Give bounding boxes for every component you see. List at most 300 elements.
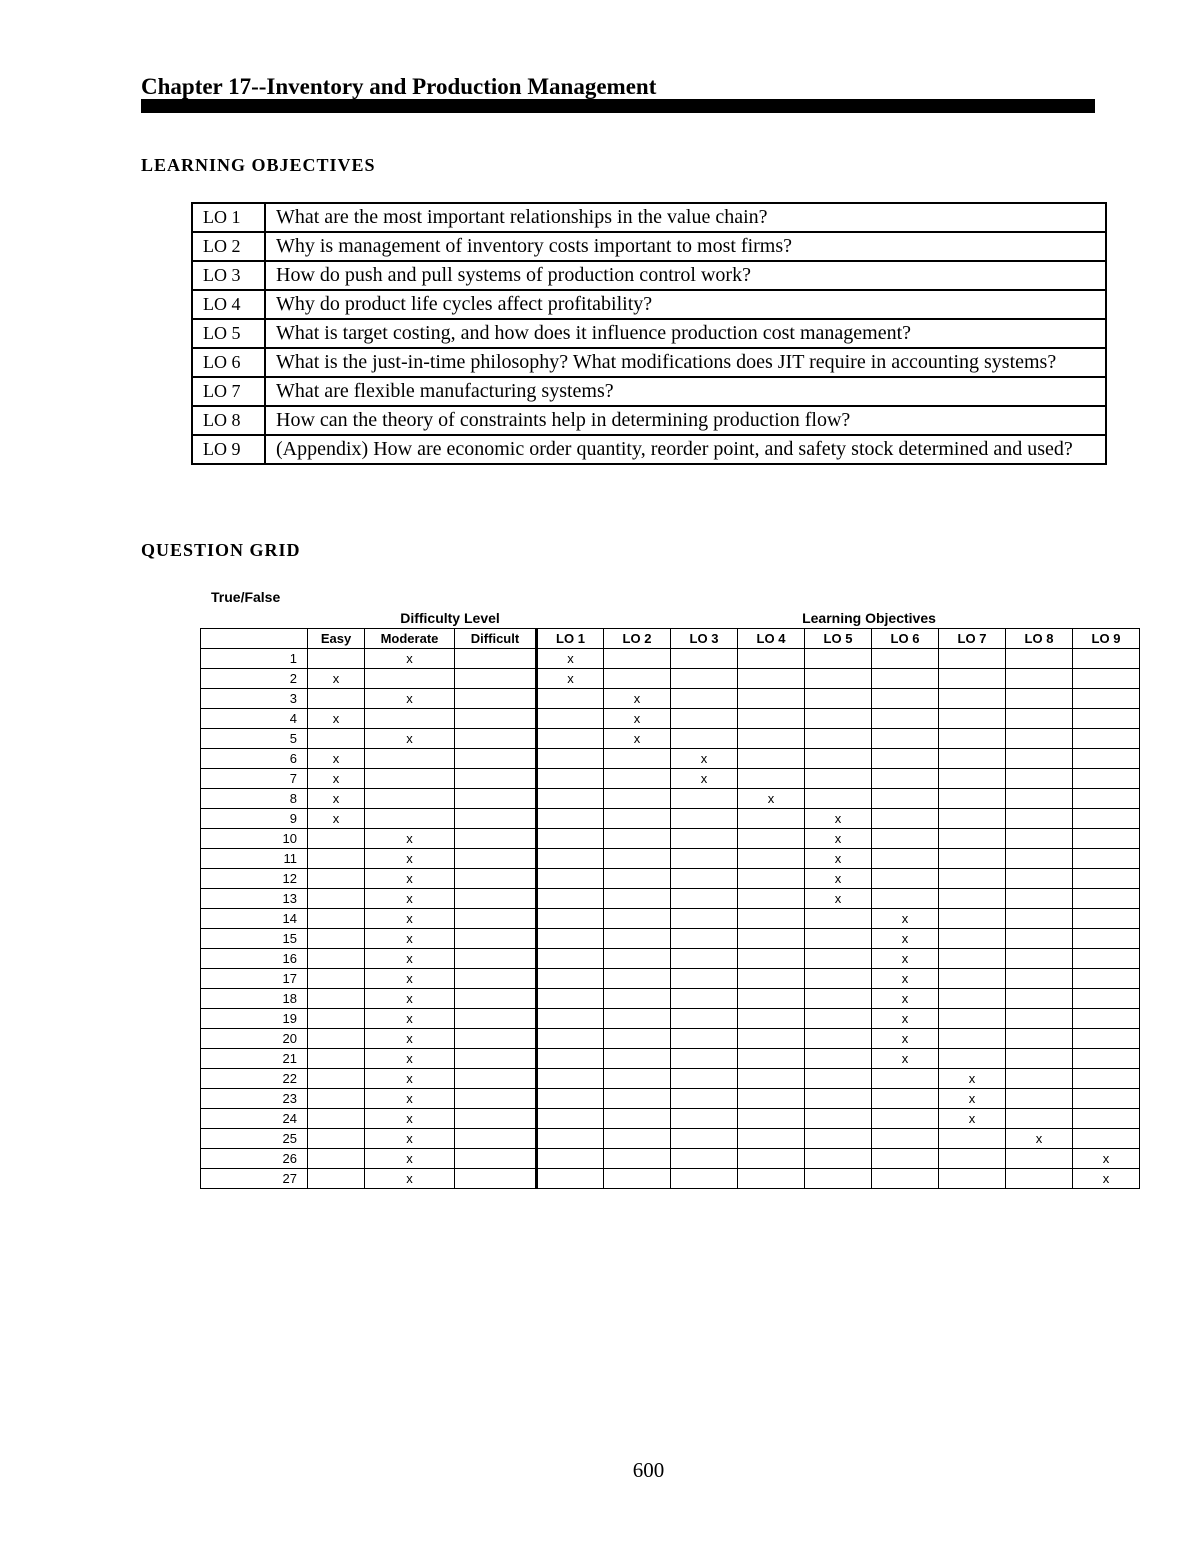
grid-cell xyxy=(604,1149,671,1169)
grid-cell xyxy=(1006,789,1073,809)
lo-description: What are flexible manufacturing systems? xyxy=(265,377,1106,406)
grid-cell xyxy=(1073,1109,1140,1129)
grid-cell xyxy=(455,649,537,669)
grid-cell xyxy=(537,689,604,709)
learning-objective-row xyxy=(192,290,1106,319)
grid-cell xyxy=(671,1169,738,1189)
grid-cell xyxy=(738,989,805,1009)
grid-column-header: LO 3 xyxy=(671,629,738,649)
grid-cell xyxy=(455,709,537,729)
difficulty-level-label: Difficulty Level xyxy=(400,610,500,626)
grid-cell xyxy=(939,709,1006,729)
question-number: 13 xyxy=(201,889,308,909)
grid-row xyxy=(201,749,1140,769)
grid-cell xyxy=(805,789,872,809)
grid-cell xyxy=(455,1129,537,1149)
grid-cell xyxy=(872,809,939,829)
grid-cell xyxy=(455,809,537,829)
grid-cell xyxy=(455,749,537,769)
grid-cell xyxy=(671,1109,738,1129)
grid-cell xyxy=(1006,969,1073,989)
question-grid-table xyxy=(200,628,1140,1189)
grid-cell xyxy=(537,969,604,989)
grid-mark: x xyxy=(537,669,604,689)
grid-cell xyxy=(537,749,604,769)
question-number: 14 xyxy=(201,909,308,929)
grid-cell xyxy=(1006,849,1073,869)
grid-mark: x xyxy=(604,709,671,729)
grid-cell xyxy=(738,1089,805,1109)
grid-cell xyxy=(1006,829,1073,849)
grid-row xyxy=(201,709,1140,729)
grid-cell xyxy=(455,769,537,789)
grid-cell xyxy=(308,929,365,949)
grid-cell xyxy=(671,1069,738,1089)
question-number: 3 xyxy=(201,689,308,709)
grid-cell xyxy=(365,769,455,789)
grid-cell xyxy=(1006,1069,1073,1089)
grid-mark: x xyxy=(872,1029,939,1049)
grid-cell xyxy=(1006,749,1073,769)
grid-cell xyxy=(738,729,805,749)
grid-cell xyxy=(308,949,365,969)
grid-row xyxy=(201,909,1140,929)
grid-cell xyxy=(805,949,872,969)
grid-cell xyxy=(537,789,604,809)
grid-cell xyxy=(1073,829,1140,849)
grid-cell xyxy=(738,1009,805,1029)
grid-cell xyxy=(738,669,805,689)
grid-mark: x xyxy=(365,869,455,889)
grid-mark: x xyxy=(604,689,671,709)
grid-cell xyxy=(1073,729,1140,749)
grid-row xyxy=(201,789,1140,809)
grid-cell xyxy=(805,769,872,789)
grid-cell xyxy=(738,929,805,949)
grid-cell xyxy=(455,1149,537,1169)
grid-cell xyxy=(939,849,1006,869)
grid-cell xyxy=(939,1049,1006,1069)
grid-row xyxy=(201,1089,1140,1109)
grid-cell xyxy=(738,969,805,989)
grid-cell xyxy=(805,669,872,689)
lo-description: (Appendix) How are economic order quantity, reorder point, and safety stock determined and used? xyxy=(265,435,1106,464)
question-number: 27 xyxy=(201,1169,308,1189)
lo-description: What are the most important relationships in the value chain? xyxy=(265,203,1106,232)
grid-cell xyxy=(1006,929,1073,949)
grid-cell xyxy=(455,1029,537,1049)
grid-row xyxy=(201,849,1140,869)
grid-cell xyxy=(455,1089,537,1109)
grid-cell xyxy=(872,709,939,729)
question-number: 11 xyxy=(201,849,308,869)
learning-objective-row xyxy=(192,261,1106,290)
grid-cell xyxy=(1073,709,1140,729)
grid-cell xyxy=(365,749,455,769)
question-number: 22 xyxy=(201,1069,308,1089)
grid-mark: x xyxy=(738,789,805,809)
grid-cell xyxy=(1073,789,1140,809)
grid-mark: x xyxy=(308,669,365,689)
grid-cell xyxy=(939,1169,1006,1189)
lo-code: LO 1 xyxy=(192,203,265,232)
grid-cell xyxy=(308,1069,365,1089)
grid-mark: x xyxy=(365,969,455,989)
grid-mark: x xyxy=(1006,1129,1073,1149)
grid-cell xyxy=(604,669,671,689)
grid-cell xyxy=(939,1009,1006,1029)
grid-cell xyxy=(939,789,1006,809)
grid-cell xyxy=(604,789,671,809)
grid-cell xyxy=(455,969,537,989)
grid-row xyxy=(201,1109,1140,1129)
grid-cell xyxy=(1073,1069,1140,1089)
grid-cell xyxy=(604,949,671,969)
grid-cell xyxy=(455,1049,537,1069)
grid-cell xyxy=(365,789,455,809)
grid-cell xyxy=(455,929,537,949)
grid-row xyxy=(201,969,1140,989)
question-number: 15 xyxy=(201,929,308,949)
grid-mark: x xyxy=(308,769,365,789)
grid-cell xyxy=(738,1069,805,1089)
grid-mark: x xyxy=(365,989,455,1009)
grid-cell xyxy=(365,809,455,829)
grid-cell xyxy=(805,709,872,729)
grid-mark: x xyxy=(872,929,939,949)
grid-mark: x xyxy=(365,949,455,969)
grid-cell xyxy=(671,709,738,729)
grid-cell xyxy=(455,729,537,749)
grid-cell xyxy=(604,769,671,789)
grid-cell xyxy=(939,929,1006,949)
grid-cell xyxy=(805,969,872,989)
grid-mark: x xyxy=(365,1069,455,1089)
grid-cell xyxy=(671,809,738,829)
grid-mark: x xyxy=(872,989,939,1009)
grid-row xyxy=(201,869,1140,889)
grid-cell xyxy=(872,889,939,909)
grid-cell xyxy=(738,1129,805,1149)
lo-code: LO 3 xyxy=(192,261,265,290)
grid-cell xyxy=(455,889,537,909)
question-number: 6 xyxy=(201,749,308,769)
grid-cell xyxy=(1006,1049,1073,1069)
grid-cell xyxy=(738,709,805,729)
grid-cell xyxy=(805,1009,872,1029)
lo-code: LO 9 xyxy=(192,435,265,464)
grid-cell xyxy=(671,669,738,689)
learning-objective-row xyxy=(192,348,1106,377)
grid-mark: x xyxy=(365,1029,455,1049)
grid-cell xyxy=(604,1169,671,1189)
grid-cell xyxy=(604,909,671,929)
grid-cell xyxy=(1006,769,1073,789)
grid-cell xyxy=(805,909,872,929)
grid-cell xyxy=(1073,1089,1140,1109)
grid-cell xyxy=(1006,669,1073,689)
grid-cell xyxy=(738,1029,805,1049)
grid-cell xyxy=(939,909,1006,929)
grid-row xyxy=(201,889,1140,909)
grid-cell xyxy=(671,1089,738,1109)
question-number: 9 xyxy=(201,809,308,829)
grid-cell xyxy=(308,909,365,929)
grid-cell xyxy=(805,1049,872,1069)
grid-cell xyxy=(308,889,365,909)
grid-cell xyxy=(604,1129,671,1149)
grid-cell xyxy=(604,869,671,889)
grid-cell xyxy=(1073,889,1140,909)
lo-code: LO 6 xyxy=(192,348,265,377)
grid-cell xyxy=(872,729,939,749)
lo-code: LO 2 xyxy=(192,232,265,261)
grid-mark: x xyxy=(365,1009,455,1029)
lo-description: Why is management of inventory costs important to most firms? xyxy=(265,232,1106,261)
page-number: 600 xyxy=(632,1458,665,1482)
grid-cell xyxy=(939,749,1006,769)
question-number: 5 xyxy=(201,729,308,749)
true-false-label: True/False xyxy=(211,589,281,605)
grid-mark: x xyxy=(805,849,872,869)
grid-cell xyxy=(805,1149,872,1169)
grid-cell xyxy=(1073,1129,1140,1149)
grid-cell xyxy=(1006,1029,1073,1049)
grid-cell xyxy=(872,689,939,709)
grid-cell xyxy=(455,849,537,869)
lo-code: LO 7 xyxy=(192,377,265,406)
grid-cell xyxy=(738,749,805,769)
grid-cell xyxy=(805,989,872,1009)
question-grid-heading: QUESTION GRID xyxy=(141,540,301,560)
grid-cell xyxy=(604,1069,671,1089)
grid-column-header: Difficult xyxy=(455,629,537,649)
grid-cell xyxy=(604,1009,671,1029)
grid-cell xyxy=(604,1049,671,1069)
grid-cell xyxy=(1073,849,1140,869)
grid-cell xyxy=(1006,1089,1073,1109)
grid-row xyxy=(201,1169,1140,1189)
grid-cell xyxy=(671,1029,738,1049)
grid-cell xyxy=(805,649,872,669)
grid-row xyxy=(201,1149,1140,1169)
grid-cell xyxy=(872,769,939,789)
grid-cell xyxy=(308,1009,365,1029)
grid-cell xyxy=(1006,689,1073,709)
grid-row xyxy=(201,829,1140,849)
grid-cell xyxy=(671,649,738,669)
grid-cell xyxy=(1006,1009,1073,1029)
grid-mark: x xyxy=(872,949,939,969)
grid-mark: x xyxy=(939,1089,1006,1109)
question-number: 21 xyxy=(201,1049,308,1069)
grid-cell xyxy=(738,809,805,829)
grid-column-header: LO 1 xyxy=(537,629,604,649)
grid-cell xyxy=(537,1109,604,1129)
grid-mark: x xyxy=(939,1069,1006,1089)
learning-objectives-table xyxy=(191,202,1107,465)
grid-cell xyxy=(738,949,805,969)
grid-cell xyxy=(671,869,738,889)
grid-cell xyxy=(872,649,939,669)
grid-cell xyxy=(939,1029,1006,1049)
grid-cell xyxy=(365,669,455,689)
question-number: 25 xyxy=(201,1129,308,1149)
lo-description: How can the theory of constraints help in determining production flow? xyxy=(265,406,1106,435)
grid-cell xyxy=(1006,1149,1073,1169)
grid-cell xyxy=(738,1149,805,1169)
grid-mark: x xyxy=(365,1109,455,1129)
lo-description: How do push and pull systems of production control work? xyxy=(265,261,1106,290)
grid-cell xyxy=(1006,949,1073,969)
grid-cell xyxy=(537,909,604,929)
grid-cell xyxy=(604,929,671,949)
grid-cell xyxy=(537,929,604,949)
grid-cell xyxy=(671,729,738,749)
grid-cell xyxy=(537,709,604,729)
grid-cell xyxy=(1006,729,1073,749)
grid-row xyxy=(201,809,1140,829)
grid-row xyxy=(201,729,1140,749)
grid-cell xyxy=(939,809,1006,829)
grid-mark: x xyxy=(805,829,872,849)
grid-mark: x xyxy=(308,809,365,829)
question-number: 12 xyxy=(201,869,308,889)
grid-cell xyxy=(537,809,604,829)
grid-cell xyxy=(939,669,1006,689)
learning-objective-row xyxy=(192,232,1106,261)
grid-row xyxy=(201,1129,1140,1149)
grid-cell xyxy=(738,889,805,909)
grid-cell xyxy=(738,829,805,849)
grid-cell xyxy=(939,729,1006,749)
grid-row xyxy=(201,769,1140,789)
question-number: 26 xyxy=(201,1149,308,1169)
grid-cell xyxy=(308,1109,365,1129)
grid-cell xyxy=(537,1069,604,1089)
grid-cell xyxy=(537,1149,604,1169)
lo-code: LO 4 xyxy=(192,290,265,319)
grid-cell xyxy=(872,789,939,809)
grid-mark: x xyxy=(308,749,365,769)
grid-cell xyxy=(939,829,1006,849)
grid-mark: x xyxy=(365,849,455,869)
question-number: 19 xyxy=(201,1009,308,1029)
grid-cell xyxy=(604,829,671,849)
lo-description: Why do product life cycles affect profitability? xyxy=(265,290,1106,319)
grid-cell xyxy=(455,689,537,709)
grid-cell xyxy=(939,889,1006,909)
grid-mark: x xyxy=(939,1109,1006,1129)
grid-cell xyxy=(671,909,738,929)
grid-mark: x xyxy=(365,829,455,849)
grid-cell xyxy=(671,889,738,909)
grid-cell xyxy=(537,869,604,889)
grid-mark: x xyxy=(365,889,455,909)
grid-cell xyxy=(805,1069,872,1089)
grid-cell xyxy=(671,1129,738,1149)
grid-cell xyxy=(537,989,604,1009)
grid-cell xyxy=(1073,1049,1140,1069)
grid-cell xyxy=(671,849,738,869)
grid-cell xyxy=(604,1029,671,1049)
question-number: 20 xyxy=(201,1029,308,1049)
question-number: 10 xyxy=(201,829,308,849)
grid-cell xyxy=(1073,809,1140,829)
grid-cell xyxy=(1073,769,1140,789)
grid-mark: x xyxy=(872,909,939,929)
lo-code: LO 8 xyxy=(192,406,265,435)
grid-mark: x xyxy=(365,689,455,709)
grid-mark: x xyxy=(365,649,455,669)
grid-column-header: LO 2 xyxy=(604,629,671,649)
grid-cell xyxy=(455,949,537,969)
grid-mark: x xyxy=(365,729,455,749)
grid-cell xyxy=(738,769,805,789)
grid-cell xyxy=(455,989,537,1009)
grid-column-header: LO 4 xyxy=(738,629,805,649)
question-number: 18 xyxy=(201,989,308,1009)
grid-cell xyxy=(805,1089,872,1109)
grid-cell xyxy=(805,749,872,769)
grid-cell xyxy=(872,1129,939,1149)
grid-cell xyxy=(805,1129,872,1149)
grid-cell xyxy=(872,829,939,849)
grid-column-header: LO 6 xyxy=(872,629,939,649)
grid-cell xyxy=(872,849,939,869)
grid-column-header: LO 7 xyxy=(939,629,1006,649)
grid-cell xyxy=(872,1149,939,1169)
grid-cell xyxy=(537,829,604,849)
grid-row xyxy=(201,949,1140,969)
grid-cell xyxy=(805,1029,872,1049)
grid-cell xyxy=(939,689,1006,709)
grid-cell xyxy=(308,729,365,749)
grid-cell xyxy=(604,1089,671,1109)
grid-mark: x xyxy=(308,789,365,809)
grid-mark: x xyxy=(1073,1149,1140,1169)
grid-cell xyxy=(1073,649,1140,669)
title-rule xyxy=(141,99,1095,113)
grid-cell xyxy=(671,989,738,1009)
grid-header-blank xyxy=(201,629,308,649)
grid-cell xyxy=(872,869,939,889)
grid-cell xyxy=(308,689,365,709)
grid-cell xyxy=(308,649,365,669)
grid-cell xyxy=(738,689,805,709)
question-number: 1 xyxy=(201,649,308,669)
grid-cell xyxy=(1006,1109,1073,1129)
grid-cell xyxy=(1006,909,1073,929)
grid-cell xyxy=(939,649,1006,669)
grid-cell xyxy=(738,1109,805,1129)
grid-cell xyxy=(308,969,365,989)
lo-description: What is the just-in-time philosophy? What modifications does JIT require in accounting systems? xyxy=(265,348,1106,377)
question-number: 16 xyxy=(201,949,308,969)
grid-cell xyxy=(365,709,455,729)
learning-objective-row xyxy=(192,377,1106,406)
grid-mark: x xyxy=(872,1049,939,1069)
grid-cell xyxy=(1006,709,1073,729)
grid-cell xyxy=(939,869,1006,889)
grid-mark: x xyxy=(671,769,738,789)
learning-objectives-label: Learning Objectives xyxy=(802,610,936,626)
grid-cell xyxy=(455,669,537,689)
grid-row xyxy=(201,689,1140,709)
grid-mark: x xyxy=(872,1009,939,1029)
grid-mark: x xyxy=(365,1149,455,1169)
learning-objectives-heading: LEARNING OBJECTIVES xyxy=(141,155,376,175)
